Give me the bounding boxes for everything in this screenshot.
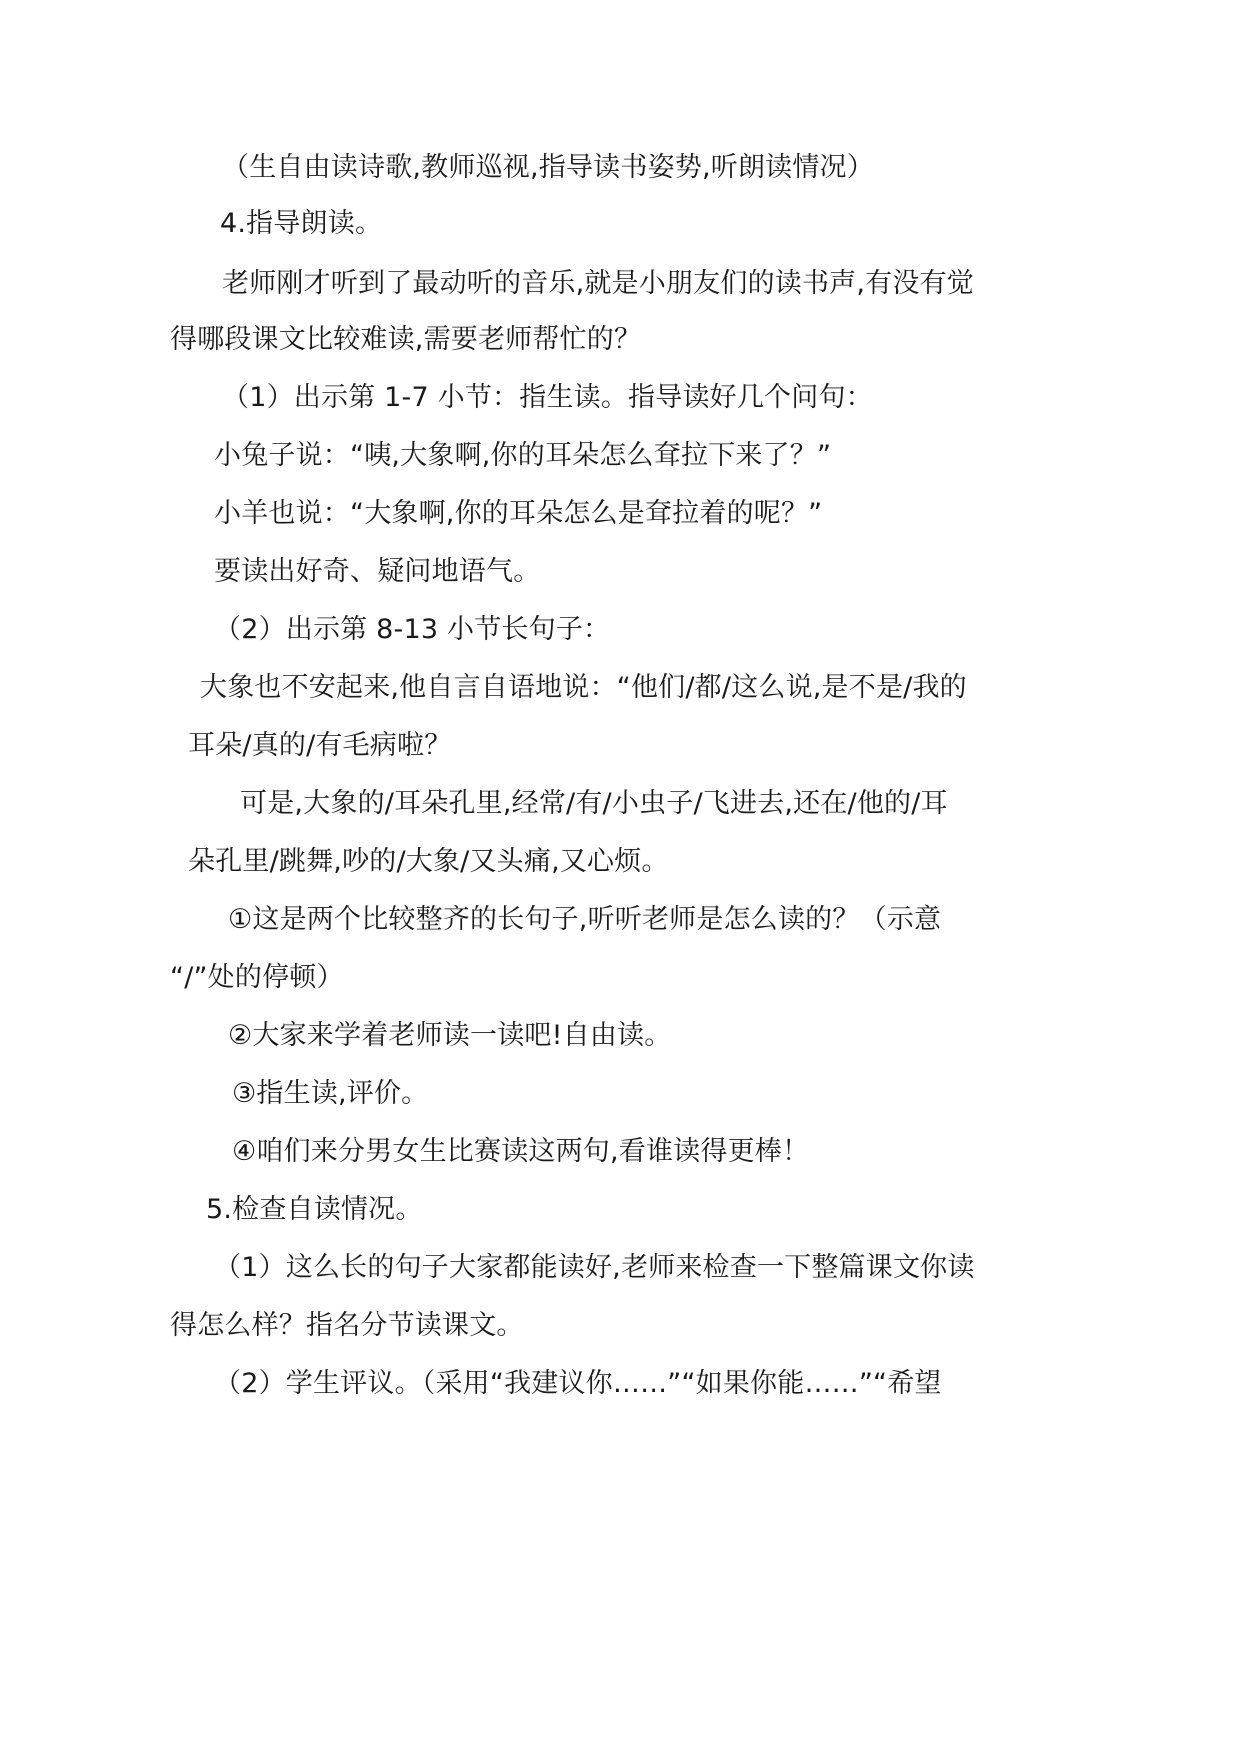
paragraph-line: “/”处的停顿） [170,962,344,993]
quote-line: 可是,大象的/耳朵孔里,经常/有/小虫子/飞进去,还在/他的/耳 [240,788,948,819]
paragraph-line: （2）出示第 8-13 小节长句子： [214,614,611,645]
paragraph-line: 得哪段课文比较难读,需要老师帮忙的？ [170,324,642,355]
section-heading: 4.指导朗读。 [220,208,383,239]
quote-line: 朵孔里/跳舞,吵的/大象/又头痛,又心烦。 [188,846,669,877]
paragraph-line: （2）学生评议。（采用“我建议你……”“如果你能……”“希望 [214,1368,942,1399]
paragraph-line: ①这是两个比较整齐的长句子,听听老师是怎么读的？（示意 [228,904,942,935]
quote-line: 小兔子说：“咦,大象啊,你的耳朵怎么耷拉下来了？” [214,440,832,471]
quote-line: 大象也不安起来,他自言自语地说：“他们/都/这么说,是不是/我的 [200,672,967,703]
paragraph-line: ②大家来学着老师读一读吧!自由读。 [228,1020,672,1051]
paragraph-line: ④咱们来分男女生比赛读这两句,看谁读得更棒！ [232,1136,810,1167]
paragraph-line: 得怎么样？指名分节读课文。 [170,1310,524,1341]
paragraph-line: ③指生读,评价。 [232,1078,429,1109]
paragraph-line: （1）这么长的句子大家都能读好,老师来检查一下整篇课文你读 [214,1252,975,1283]
quote-line: 小羊也说：“大象啊,你的耳朵怎么是耷拉着的呢？” [214,498,823,529]
quote-line: 耳朵/真的/有毛病啦？ [188,730,452,761]
paragraph-line: 老师刚才听到了最动听的音乐,就是小朋友们的读书声,有没有觉 [222,268,974,299]
paragraph-line: 要读出好奇、疑问地语气。 [214,556,541,587]
paragraph-line: （生自由读诗歌,教师巡视,指导读书姿势,听朗读情况） [222,152,874,183]
section-heading: 5.检查自读情况。 [206,1194,423,1225]
paragraph-line: （1）出示第 1-7 小节：指生读。指导读好几个问句： [222,382,873,413]
